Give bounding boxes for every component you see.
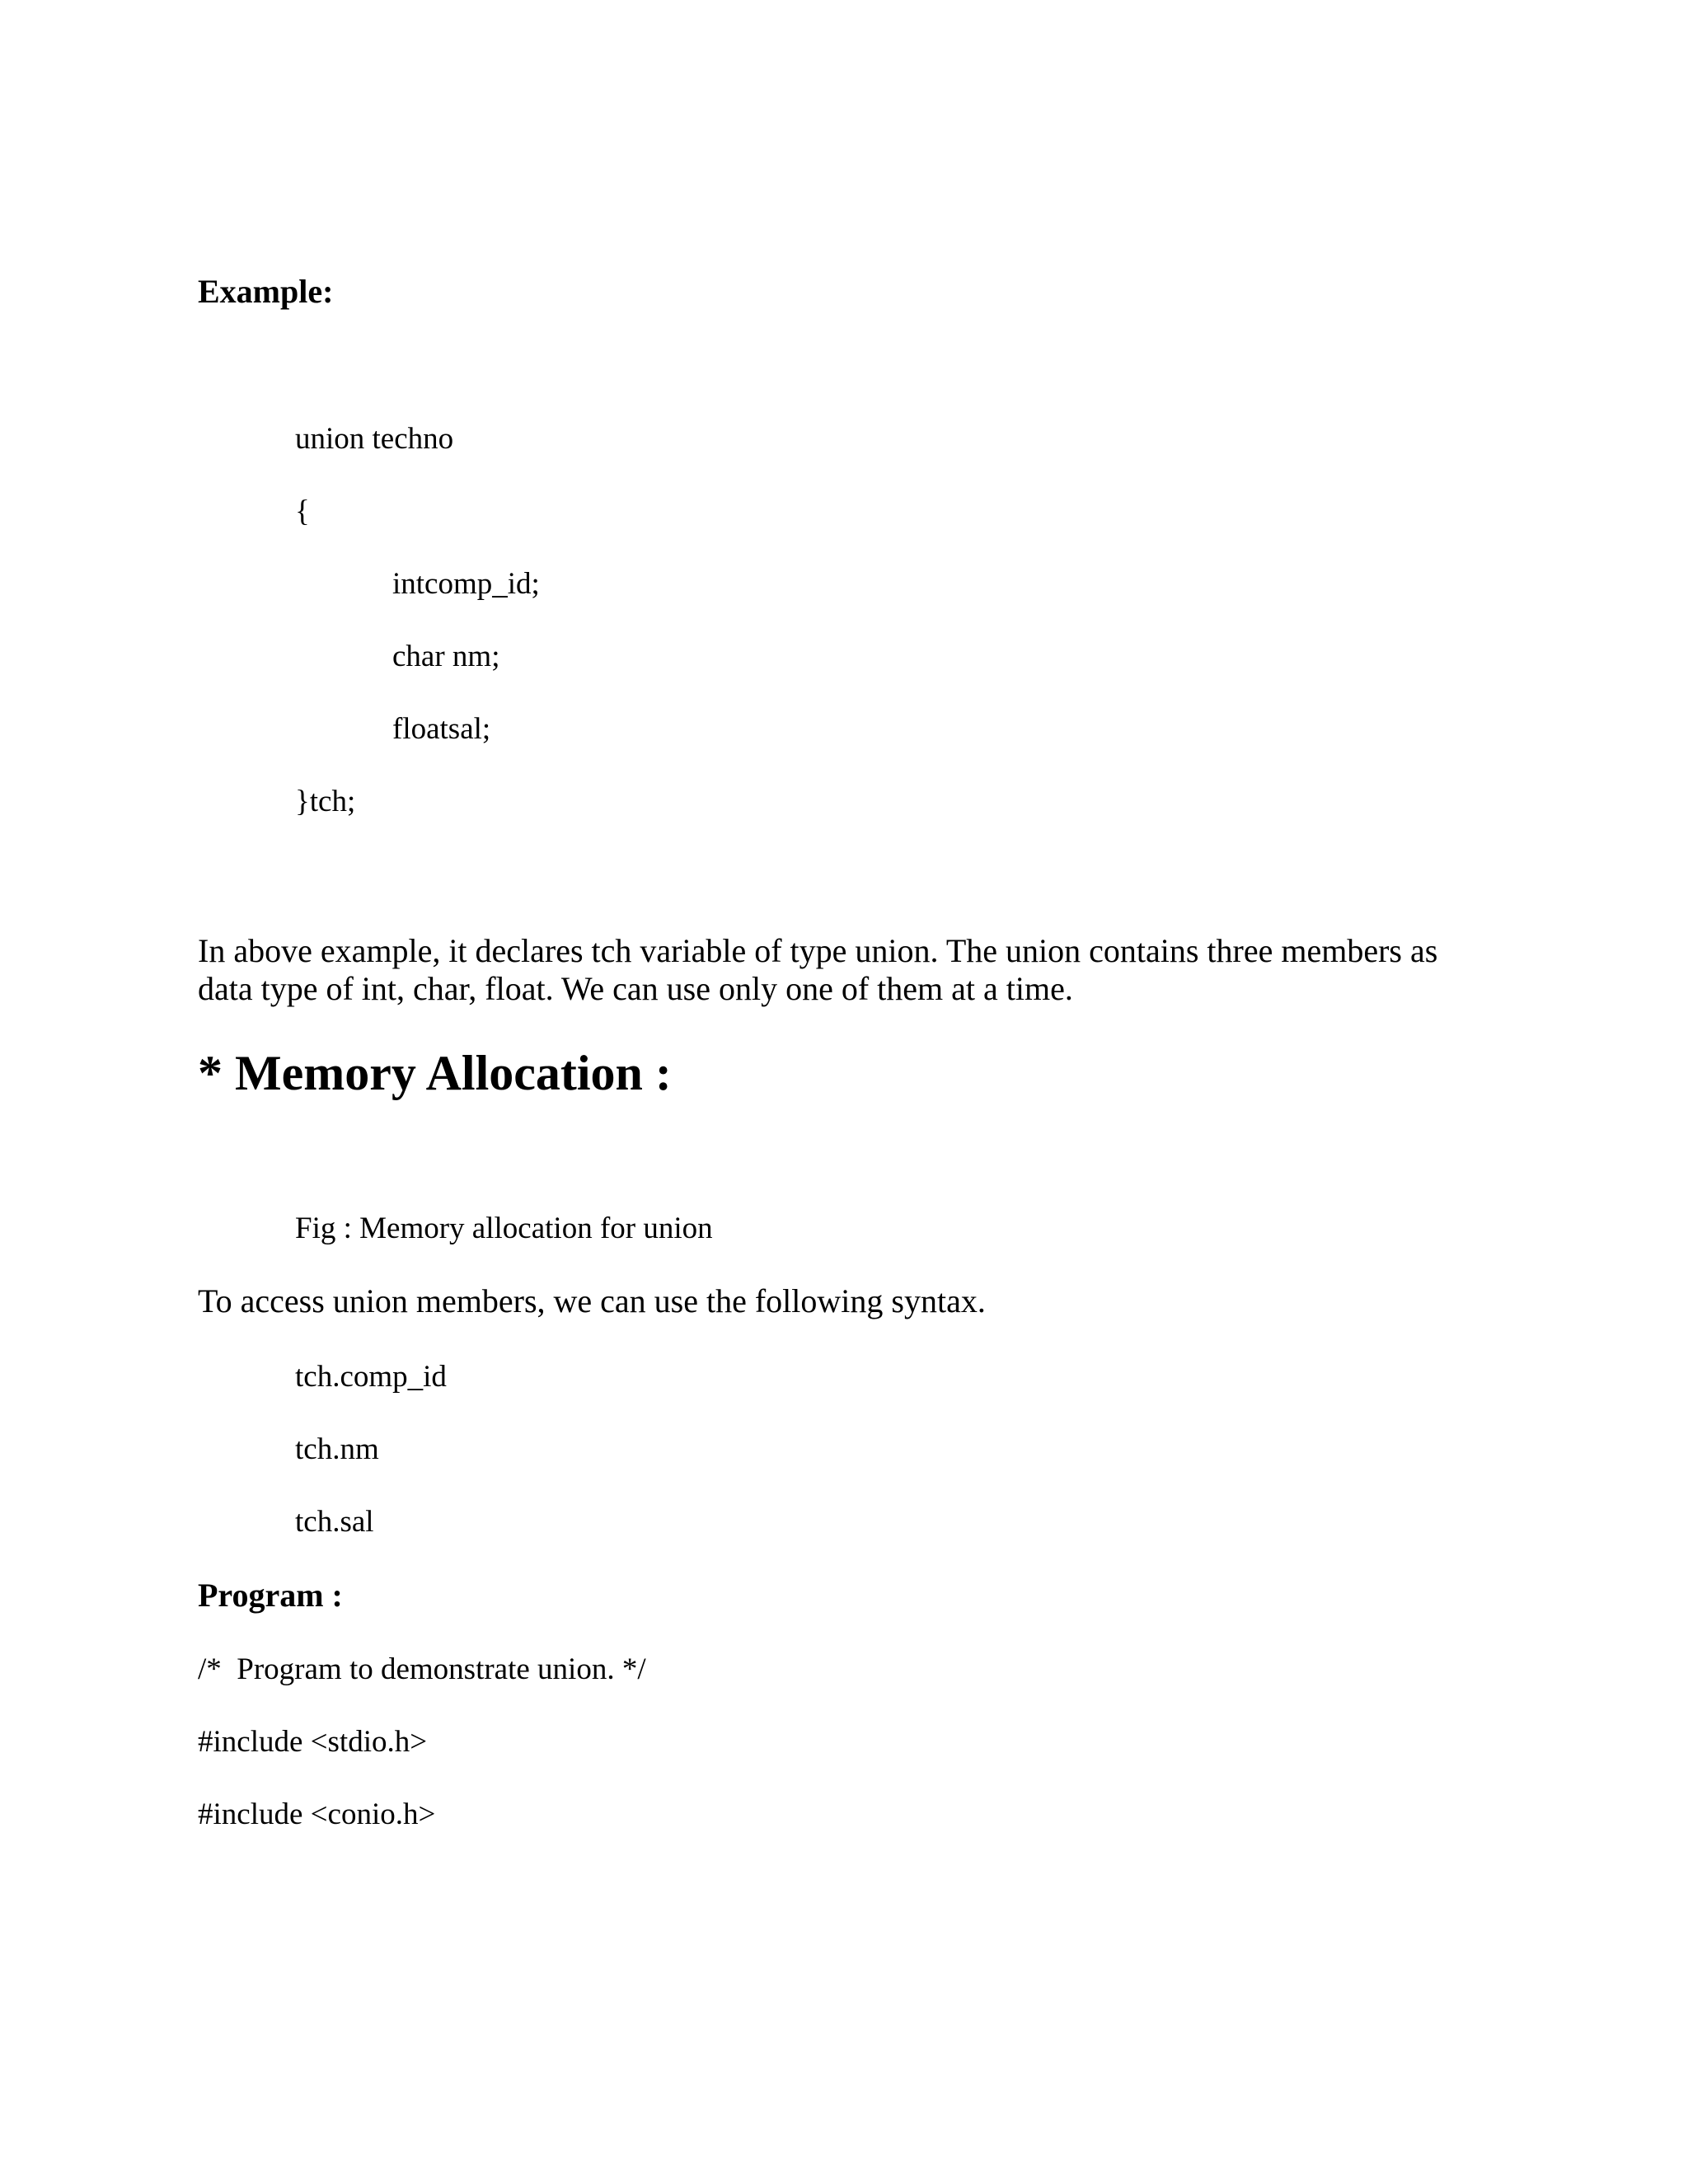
explanation-paragraph <box>198 932 1484 1008</box>
figure-caption: Fig : Memory allocation for union <box>295 1212 713 1245</box>
code-line: union techno <box>295 422 454 456</box>
example-label: Example: <box>198 273 334 310</box>
syntax-line: tch.nm <box>295 1432 379 1466</box>
program-line: /* Program to demonstrate union. */ <box>198 1652 646 1686</box>
memory-allocation-heading: * Memory Allocation : <box>198 1046 672 1100</box>
program-label: Program : <box>198 1577 343 1614</box>
explanation-line: data type of int, char, float. We can use only one of them at a time. <box>198 970 1073 1007</box>
syntax-line: tch.sal <box>295 1505 374 1539</box>
code-line: char nm; <box>392 640 500 673</box>
program-line: #include <conio.h> <box>198 1797 436 1831</box>
code-line: intcomp_id; <box>392 567 540 601</box>
explanation-line: In above example, it declares tch variable of type union. The union contains three members as <box>198 932 1438 969</box>
code-line: }tch; <box>295 785 356 818</box>
code-line: floatsal; <box>392 712 491 746</box>
syntax-line: tch.comp_id <box>295 1360 447 1394</box>
access-intro: To access union members, we can use the following syntax. <box>198 1282 986 1319</box>
program-line: #include <stdio.h> <box>198 1725 428 1759</box>
code-line: { <box>295 494 310 528</box>
